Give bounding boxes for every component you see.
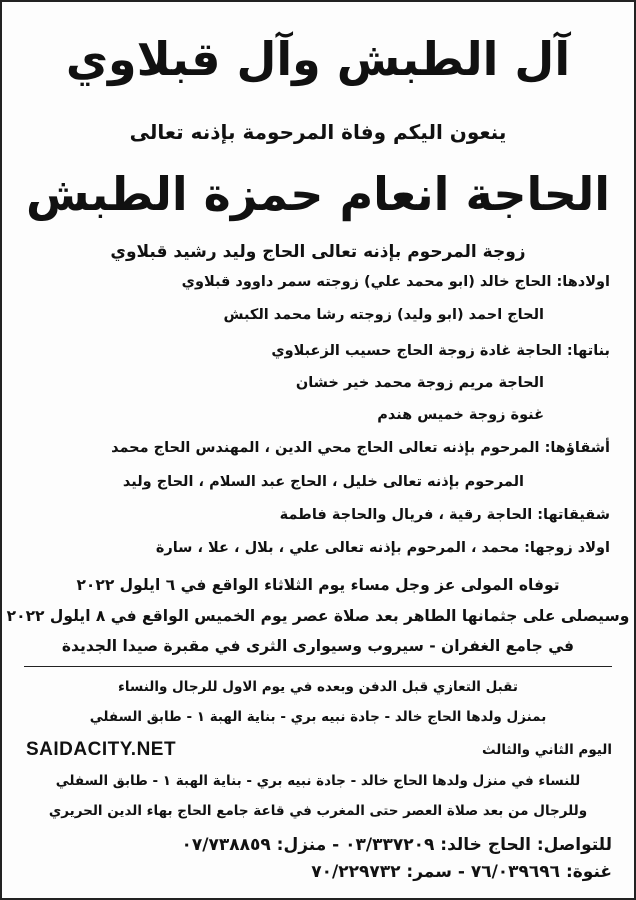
- section-divider: [24, 666, 612, 667]
- death-date-line: توفاه المولى عز وجل مساء يوم الثلاثاء الواقع في ٦ ايلول ٢٠٢٢: [76, 576, 560, 594]
- condolences-line-3: اليوم الثاني والثالث: [482, 742, 612, 758]
- family-title: آل الطبش وآل قبلاوي: [65, 32, 571, 86]
- spouse-line: زوجة المرحوم بإذنه تعالى الحاج وليد رشيد قبلاوي: [110, 242, 526, 262]
- daughters-line-2: الحاجة مريم زوجة محمد خير خشان: [295, 375, 544, 391]
- condolences-line-4: للنساء في منزل ولدها الحاج خالد - جادة نبيه بري - بناية الهبة ١ - طابق السفلي: [55, 773, 581, 789]
- burial-line: في جامع الغفران - سيروب وسيوارى الثرى في مقبرة صيدا الجديدة: [61, 637, 575, 655]
- sons-line-2: الحاج احمد (ابو وليد) زوجته رشا محمد الكبش: [223, 307, 544, 323]
- sons-line-1: اولادها: الحاج خالد (ابو محمد علي) زوجته سمر داوود قبلاوي: [181, 274, 610, 290]
- site-watermark: SAIDACITY.NET: [26, 739, 177, 760]
- condolences-line-2: بمنزل ولدها الحاج خالد - جادة نبيه بري - بناية الهبة ١ - طابق السفلي: [89, 709, 547, 725]
- announcement-line: ينعون اليكم وفاة المرحومة بإذنه تعالى: [129, 120, 507, 144]
- contact-line-2: غنوة: ٧٦/٠٣٩٦٩٦ - سمر: ٧٠/٢٢٩٧٣٢: [311, 862, 612, 882]
- deceased-name: الحاجة انعام حمزة الطبش: [26, 167, 610, 221]
- brothers-line-2: المرحوم بإذنه تعالى خليل ، الحاج عبد السلام ، الحاج وليد: [122, 474, 524, 490]
- prayer-line: وسيصلى على جثمانها الطاهر بعد صلاة عصر يوم الخميس الواقع في ٨ ايلول ٢٠٢٢: [6, 607, 630, 625]
- husband-children-line: اولاد زوجها: محمد ، المرحوم بإذنه تعالى علي ، بلال ، علا ، سارة: [155, 540, 610, 556]
- contact-line-1: للتواصل: الحاج خالد: ٠٣/٣٣٧٢٠٩ - منزل: ٠٧/٧٣٨٨٥٩: [181, 835, 612, 855]
- condolences-line-5: وللرجال من بعد صلاة العصر حتى المغرب في قاعة جامع الحاج بهاء الدين الحريري: [48, 803, 588, 819]
- sisters-line: شقيقاتها: الحاجة رقية ، فريال والحاجة فاطمة: [279, 507, 610, 523]
- condolences-line-1: تقبل التعازي قبل الدفن وبعده في يوم الاول للرجال والنساء: [118, 679, 518, 695]
- brothers-line-1: أشقاؤها: المرحوم بإذنه تعالى الحاج محي الدين ، المهندس الحاج محمد: [111, 440, 610, 456]
- daughters-line-3: غنوة زوجة خميس هندم: [377, 407, 544, 423]
- daughters-line-1: بناتها: الحاجة غادة زوجة الحاج حسيب الزعبلاوي: [271, 343, 610, 359]
